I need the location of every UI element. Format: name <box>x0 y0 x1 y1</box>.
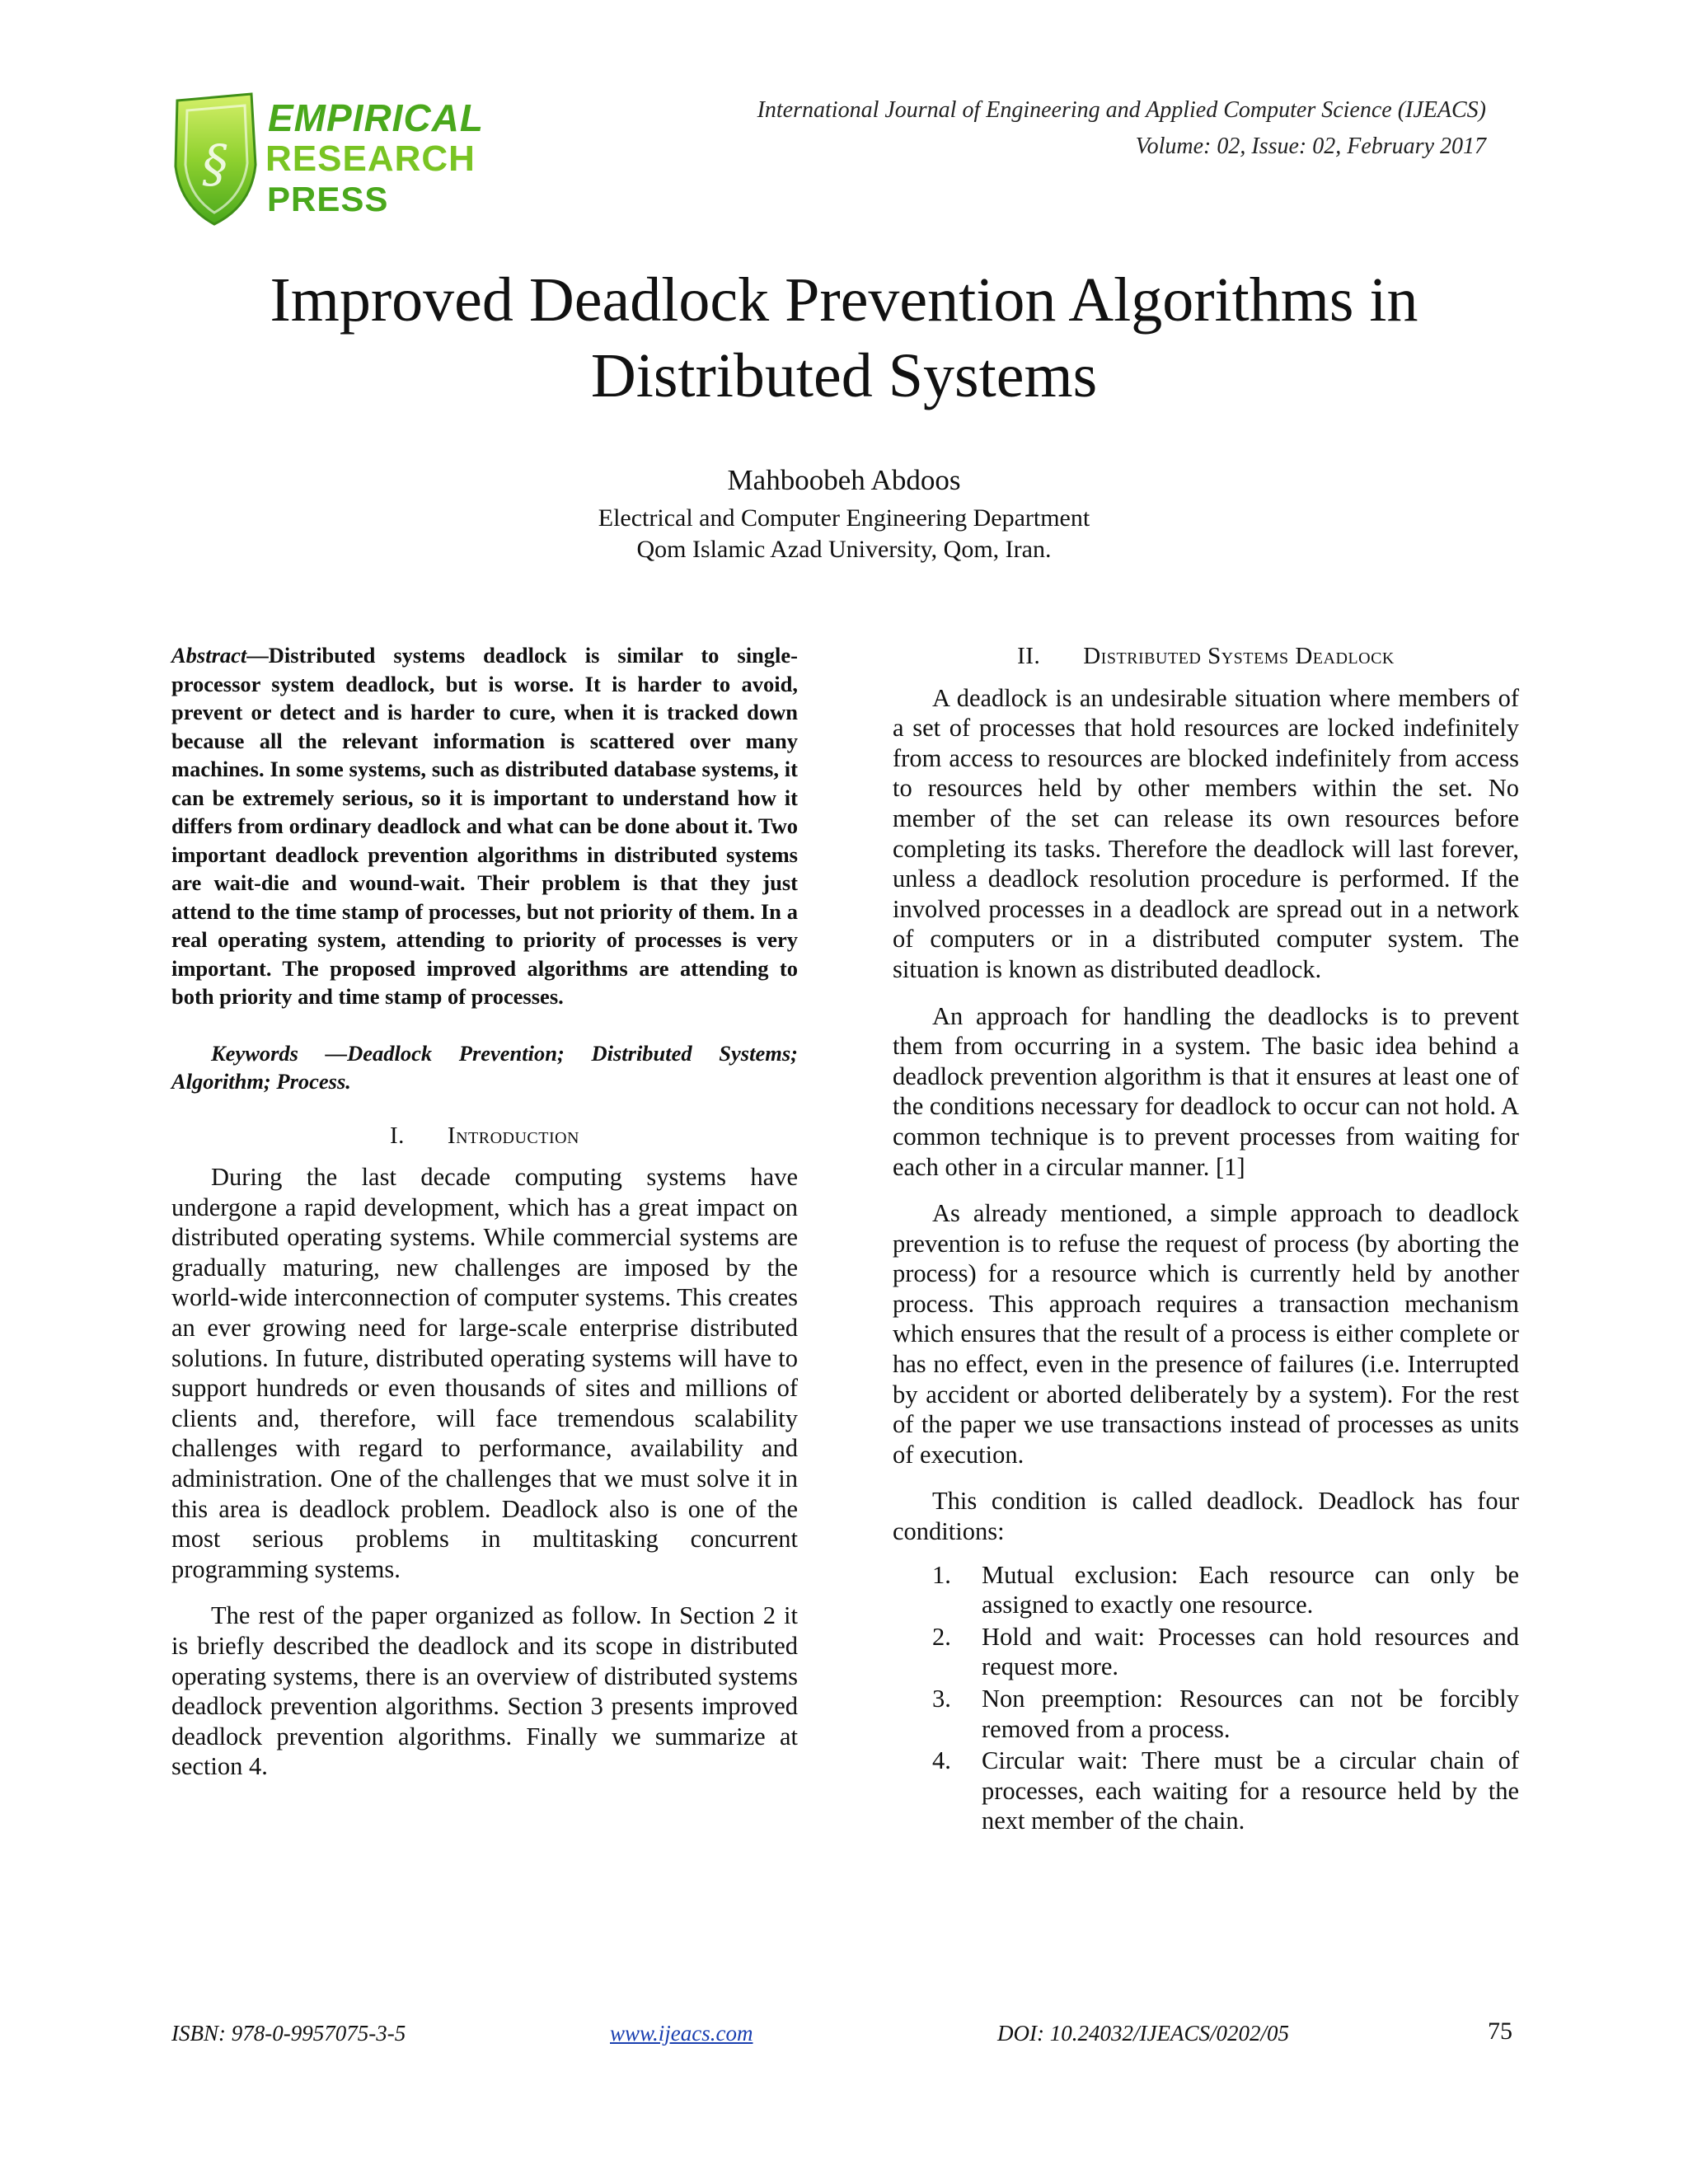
abstract-text: —Distributed systems deadlock is similar to single-processor system deadlock, but is worse. It is harder to avoid, prevent or detect and is harder to cure, when it is tracked down because all the relevant information is scattered over many machines. In some systems, such as distributed database systems, it can be extremely serious, so it is important to understand how it differs from ordinary deadlock and what can be done about it. Two important deadlock prevention algorithms in distributed systems are wait-die and wound-wait. Their problem is that they just attend to the time stamp of processes, but not priority of them. In a real operating system, attending to priority of processes is very important. The proposed improved algorithms are attending to both priority and time stamp of processes. <box>171 643 798 1009</box>
list-number: 4. <box>932 1746 951 1775</box>
list-number: 3. <box>932 1685 951 1713</box>
svg-text:§: § <box>202 134 228 194</box>
section-number: I. <box>389 1122 405 1149</box>
list-number: 1. <box>932 1560 951 1589</box>
section-heading-distributed-systems-deadlock <box>893 641 1519 672</box>
journal-name: International Journal of Engineering and Applied Computer Science (IJEACS) <box>757 97 1486 123</box>
section-title: Introduction <box>447 1122 579 1149</box>
logo-text-research: RESEARCH <box>265 138 476 179</box>
paragraph: As already mentioned, a simple approach to deadlock prevention is to refuse the request of process (by aborting the process) for a resource which is currently held by another process. This approach requires a transaction mechanism which ensures that the result of a process is either complete or has no effect, even in the presence of failures (i.e. Interrupted by accident or aborted deliberately by a system). For the rest of the paper we use transactions instead of processes as units of execution. <box>893 1199 1519 1469</box>
section-title: Distributed Systems Deadlock <box>1083 643 1395 669</box>
footer-isbn: ISBN: 978-0-9957075-3-5 <box>171 2021 406 2046</box>
list-item <box>893 1560 1519 1620</box>
paragraph: This condition is called deadlock. Deadlock has four conditions: <box>893 1487 1519 1546</box>
footer-website-link[interactable]: www.ijeacs.com <box>610 2021 753 2046</box>
list-number: 2. <box>932 1622 951 1651</box>
journal-issue: Volume: 02, Issue: 02, February 2017 <box>1135 134 1486 159</box>
paragraph: A deadlock is an undesirable situation where members of a set of processes that hold resources are locked indefinitely from access to resources are blocked indefinitely from access to resources held by other members within the set. No member of the set can release its own resources before completing its tasks. Therefore the deadlock will last forever, unless a deadlock resolution procedure is performed. If the involved processes in a deadlock are spread out in a network of computers or in a distributed computer system. The situation is known as distributed deadlock. <box>893 683 1519 983</box>
footer-doi: DOI: 10.24032/IJEACS/0202/05 <box>997 2021 1289 2046</box>
deadlock-conditions-list <box>893 1560 1519 1836</box>
list-text: Hold and wait: Processes can hold resources and request more. <box>982 1622 1519 1681</box>
author-name: Mahboobeh Abdoos <box>727 464 961 496</box>
paragraph: An approach for handling the deadlocks is to prevent them from occurring in a system. The basic idea behind a deadlock prevention algorithm is that it ensures at least one of the conditions necessary for deadlock to occur can not hold. A common technique is to prevent processes from waiting for each other in a circular manner. [1] <box>893 1001 1519 1181</box>
logo-text-empirical: EMPIRICAL <box>268 96 484 139</box>
list-text: Mutual exclusion: Each resource can only be assigned to exactly one resource. <box>982 1560 1519 1619</box>
section-number: II. <box>1017 643 1041 669</box>
list-item <box>893 1684 1519 1744</box>
section-heading-introduction <box>171 1121 798 1151</box>
left-column <box>171 641 798 1798</box>
author-affiliation-department: Electrical and Computer Engineering Department <box>598 504 1090 532</box>
logo-text-press: PRESS <box>267 180 389 218</box>
paper-title: Improved Deadlock Prevention Algorithms in Distributed Systems <box>270 265 1418 410</box>
author-affiliation-university: Qom Islamic Azad University, Qom, Iran. <box>636 536 1052 563</box>
abstract <box>171 641 798 1011</box>
keywords: Keywords —Deadlock Prevention; Distributed Systems; Algorithm; Process. <box>171 1040 798 1094</box>
right-column <box>893 641 1519 1838</box>
list-item <box>893 1622 1519 1682</box>
paragraph: The rest of the paper organized as follow. In Section 2 it is briefly described the deadlock and its scope in distributed operating systems, there is an overview of distributed systems deadlock prevention algorithms. Section 3 presents improved deadlock prevention algorithms. Finally we summarize at section 4. <box>171 1601 798 1781</box>
list-text: Circular wait: There must be a circular chain of processes, each waiting for a resource held by the next member of the chain. <box>982 1746 1519 1835</box>
list-text: Non preemption: Resources can not be forcibly removed from a process. <box>982 1685 1519 1743</box>
list-item <box>893 1746 1519 1836</box>
page-number: 75 <box>1488 2018 1512 2045</box>
abstract-label: Abstract <box>171 643 247 668</box>
paragraph: During the last decade computing systems have undergone a rapid development, which has a great impact on distributed operating systems. While commercial systems are gradually maturing, new challenges are imposed by the world-wide interconnection of computer systems. This creates an ever growing need for large-scale enterprise distributed solutions. In future, distributed operating systems will have to support hundreds or even thousands of sites and millions of clients and, therefore, will face tremendous scalability challenges with regard to performance, availability and administration. One of the challenges that we must solve it in this area is deadlock problem. Deadlock also is one of the most serious problems in multitasking concurrent programming systems. <box>171 1163 798 1583</box>
